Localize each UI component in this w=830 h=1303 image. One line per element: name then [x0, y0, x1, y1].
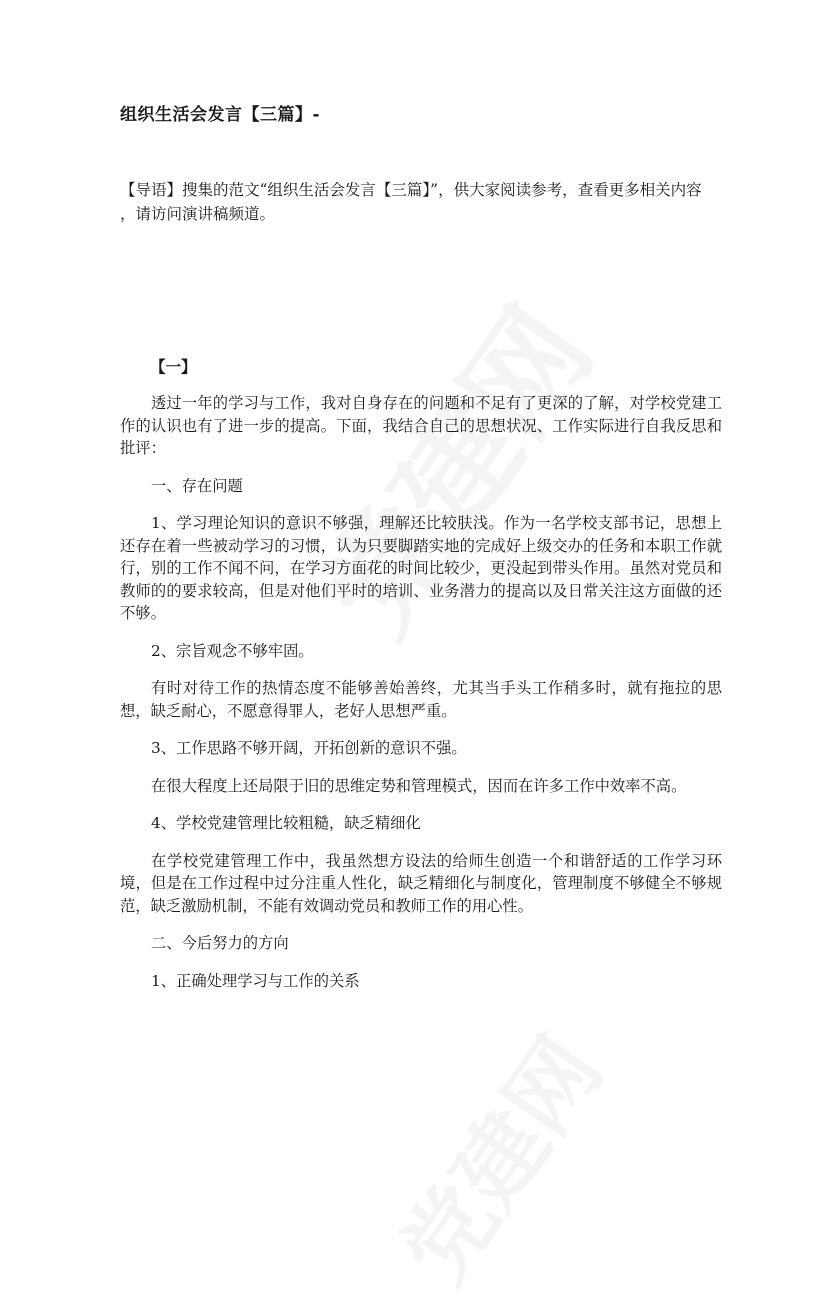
watermark-logo: [364, 1007, 625, 1303]
paragraph: 1、学习理论知识的意识不够强，理解还比较肤浅。作为一名学校支部书记，思想上还存在着一些被动学习的习惯，认为只要脚踏实地的完成好上级交办的任务和本职工作就行，别的工作不闻不问，在学习方面花的时间比较少，更没起到带头作用。虽然对党员和教师的的要求较高，但是对他们平时的培训、业务潜力的提高以及日常关注这方面做的还不够。: [120, 514, 722, 622]
paragraph: 在很大程度上还局限于旧的思维定势和管理模式，因而在许多工作中效率不高。: [151, 776, 687, 795]
paragraph: 3、工作思路不够开阔，开拓创新的意识不强。: [151, 739, 467, 757]
paragraph: 2、宗旨观念不够牢固。: [151, 641, 314, 660]
document-body: [120, 392, 722, 1007]
page-title: 组织生活会发言【三篇】-: [120, 105, 321, 125]
paragraph: 在学校党建管理工作中，我虽然想方设法的给师生创造一个和谐舒适的工作学习环境，但是在工作过程中过分注重人性化，缺乏精细化与制度化，管理制度不够健全不够规范，缺乏激励机制，不能有效调动党员和教师工作的用心性。: [120, 851, 722, 915]
paragraph: 有时对待工作的热情态度不能够善始善终，尤其当手头工作稍多时，就有拖拉的思想，缺乏耐心，不愿意得罪人，老好人思想严重。: [120, 679, 722, 720]
paragraph: 4、学校党建管理比较粗糙，缺乏精细化: [151, 814, 421, 832]
section-heading: 【一】: [150, 357, 197, 376]
paragraph: 一、存在问题: [151, 476, 243, 495]
paragraph: 1、正确处理学习与工作的关系: [151, 971, 360, 990]
paragraph: 二、今后努力的方向: [151, 934, 289, 952]
lead-paragraph: 【导语】搜集的范文“组织生活会发言【三篇】”，供大家阅读参考，查看更多相关内容 ，请访问演讲稿频道。: [120, 181, 702, 223]
paragraph: 透过一年的学习与工作，我对自身存在的问题和不足有了更深的了解，对学校党建工作的认识也有了进一步的提高。下面，我结合自己的思想状况、工作实际进行自我反思和批评：: [120, 394, 722, 457]
